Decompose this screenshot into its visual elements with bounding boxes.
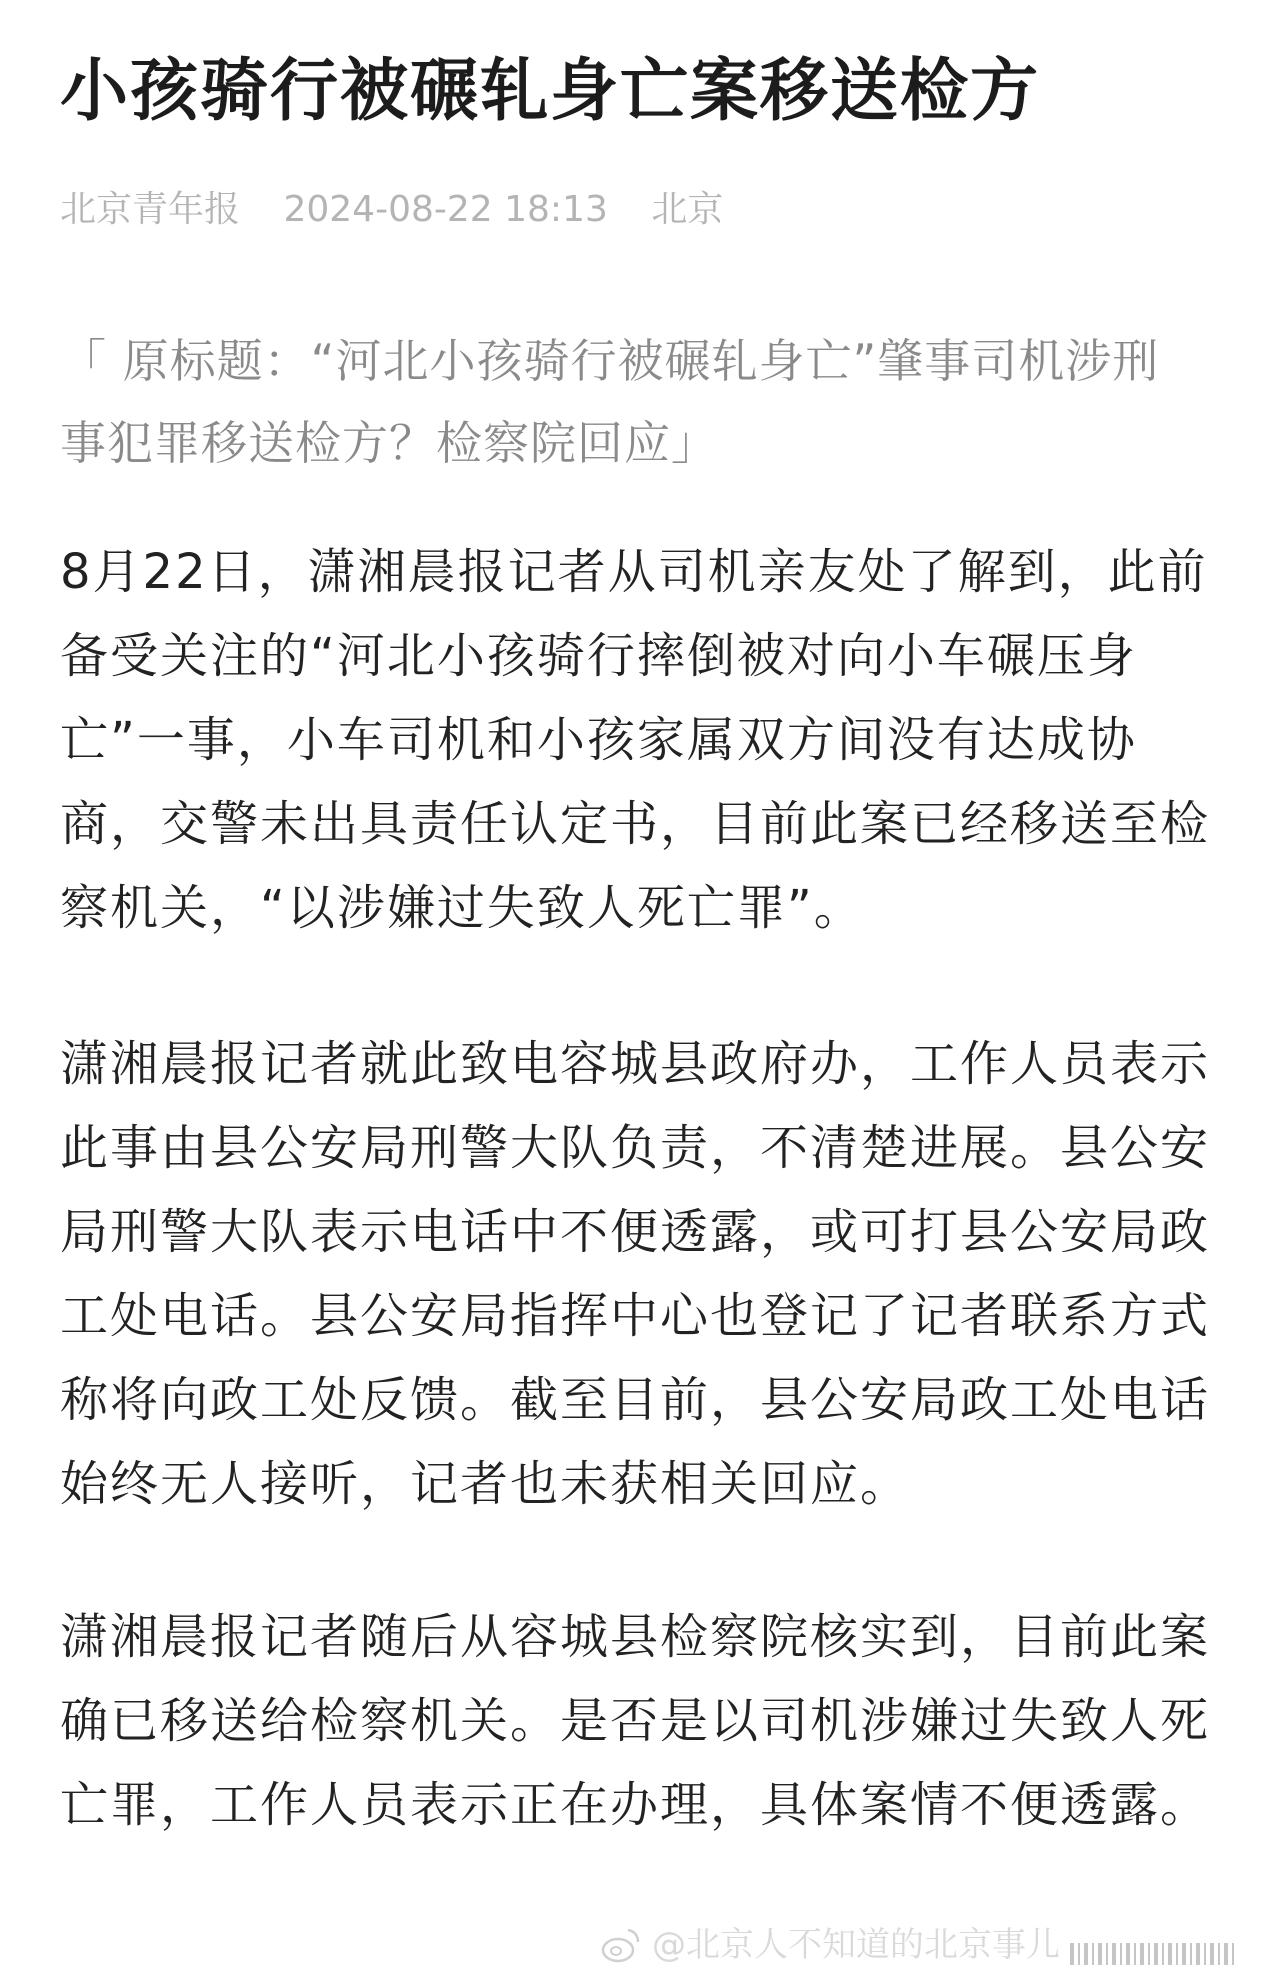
- article-title: 小孩骑行被碾轧身亡案移送检方: [60, 52, 1041, 131]
- article-meta: [60, 180, 755, 240]
- publish-datetime: 2024-08-22 18:13: [283, 189, 608, 230]
- source-label[interactable]: 北京青年报: [60, 189, 241, 230]
- weibo-icon: [600, 1924, 642, 1966]
- watermark-text: @北京人不知道的北京事儿: [652, 1925, 1060, 1965]
- article-paragraph: 潇湘晨报记者随后从容城县检察院核实到，目前此案确已移送给检察机关。是否是以司机涉嫌过失致人死亡罪，工作人员表示正在办理，具体案情不便透露。: [60, 1609, 1211, 1833]
- article-paragraph: 潇湘晨报记者就此致电容城县政府办，工作人员表示此事由县公安局刑警大队负责，不清楚进展。县公安局刑警大队表示电话中不便透露，或可打县公安局政工处电话。县公安局指挥中心也登记了记者联系方式称将向政工处反馈。截至目前，县公安局政工处电话始终无人接听，记者也未获相关回应。: [60, 1036, 1211, 1512]
- location-label: 北京: [651, 189, 724, 230]
- article-paragraph: 8月22日，潇湘晨报记者从司机亲友处了解到，此前备受关注的“河北小孩骑行摔倒被对向小车碾压身亡”一事，小车司机和小孩家属双方间没有达成协商，交警未出具责任认定书，目前此案已经移送至检察机关，“以涉嫌过失致人死亡罪”。: [60, 544, 1211, 936]
- watermark: [600, 1920, 1240, 1970]
- bars-icon: [1070, 1931, 1240, 1959]
- original-title-note: 「 原标题：“河北小孩骑行被碾轧身亡”肇事司机涉刑事犯罪移送检方？检察院回应」: [60, 334, 1160, 470]
